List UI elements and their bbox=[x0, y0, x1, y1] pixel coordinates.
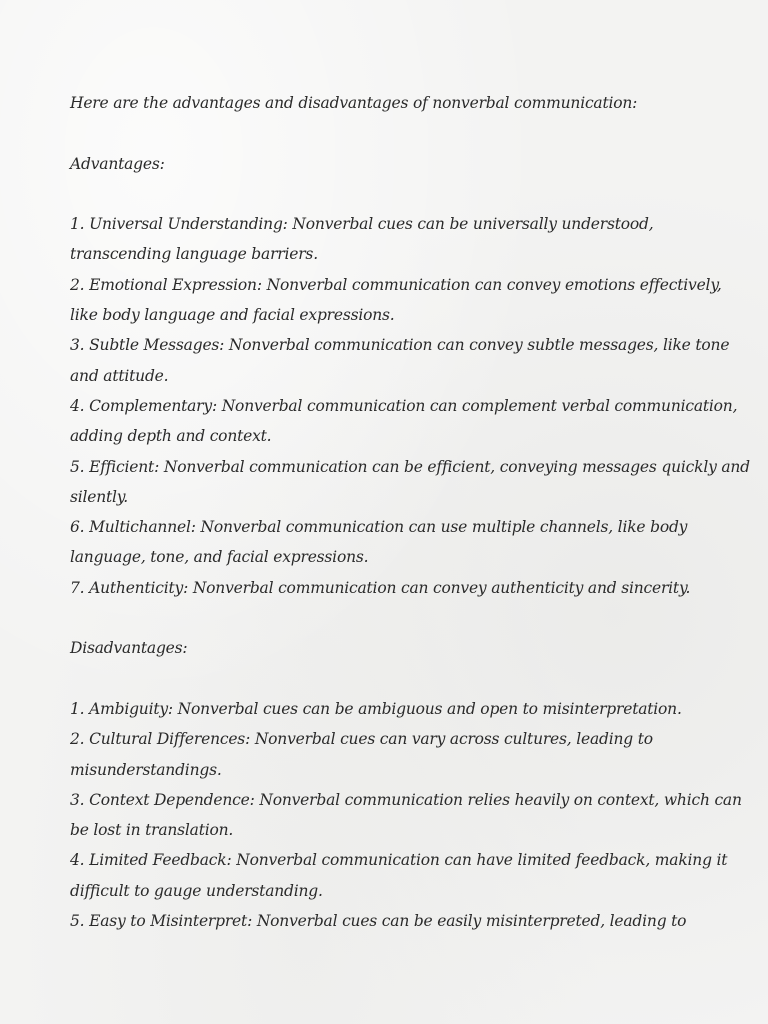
list-item bbox=[70, 452, 750, 513]
list-item-line: 5. Easy to Misinterpret: Nonverbal cues can be easily misinterpreted, leading to bbox=[70, 912, 687, 931]
list-item-line: 6. Multichannel: Nonverbal communication can use multiple channels, like body bbox=[70, 518, 688, 537]
list-item-line: 5. Efficient: Nonverbal communication can be efficient, conveying messages quickly and bbox=[70, 457, 750, 476]
list-item-line: like body language and facial expressions. bbox=[70, 306, 395, 325]
list-item-line: 4. Limited Feedback: Nonverbal communication can have limited feedback, making it bbox=[70, 851, 728, 870]
spacer bbox=[70, 179, 730, 209]
list-item-line: 3. Subtle Messages: Nonverbal communication can convey subtle messages, like tone bbox=[70, 336, 730, 355]
list-item bbox=[70, 906, 730, 936]
list-item bbox=[70, 512, 730, 573]
list-item-line: misunderstandings. bbox=[70, 760, 222, 779]
list-item bbox=[70, 785, 742, 846]
document-body bbox=[70, 88, 750, 936]
list-item-line: 3. Context Dependence: Nonverbal communication relies heavily on context, which can bbox=[70, 790, 742, 809]
list-item-line: 2. Emotional Expression: Nonverbal communication can convey emotions effectively, bbox=[70, 275, 722, 294]
list-item-line: and attitude. bbox=[70, 366, 169, 385]
list-item-line: 1. Ambiguity: Nonverbal cues can be ambiguous and open to misinterpretation. bbox=[70, 699, 682, 718]
spacer bbox=[70, 118, 730, 148]
list-item-line: 1. Universal Understanding: Nonverbal cues can be universally understood, bbox=[70, 215, 654, 234]
list-item-line: be lost in translation. bbox=[70, 821, 234, 840]
disadvantages-list bbox=[70, 694, 742, 936]
list-item-line: adding depth and context. bbox=[70, 427, 272, 446]
list-item bbox=[70, 270, 730, 331]
list-item-line: 4. Complementary: Nonverbal communication can complement verbal communication, bbox=[70, 396, 738, 415]
list-item bbox=[70, 573, 730, 603]
spacer bbox=[70, 603, 730, 633]
advantages-list bbox=[70, 209, 750, 603]
intro-text: Here are the advantages and disadvantages of nonverbal communication: bbox=[70, 94, 638, 112]
list-item bbox=[70, 209, 730, 270]
list-item-line: language, tone, and facial expressions. bbox=[70, 548, 369, 567]
list-item-line: 7. Authenticity: Nonverbal communication can convey authenticity and sincerity. bbox=[70, 578, 691, 597]
list-item-line: transcending language barriers. bbox=[70, 245, 318, 264]
list-item bbox=[70, 845, 730, 906]
list-item bbox=[70, 391, 738, 452]
list-item bbox=[70, 724, 730, 785]
list-item-line: 2. Cultural Differences: Nonverbal cues can vary across cultures, leading to bbox=[70, 730, 653, 749]
disadvantages-heading: Disadvantages: bbox=[70, 639, 188, 658]
list-item bbox=[70, 694, 730, 724]
spacer bbox=[70, 664, 730, 694]
list-item-line: silently. bbox=[70, 487, 129, 506]
advantages-heading: Advantages: bbox=[70, 154, 165, 173]
list-item bbox=[70, 330, 730, 391]
list-item-line: difficult to gauge understanding. bbox=[70, 881, 323, 900]
